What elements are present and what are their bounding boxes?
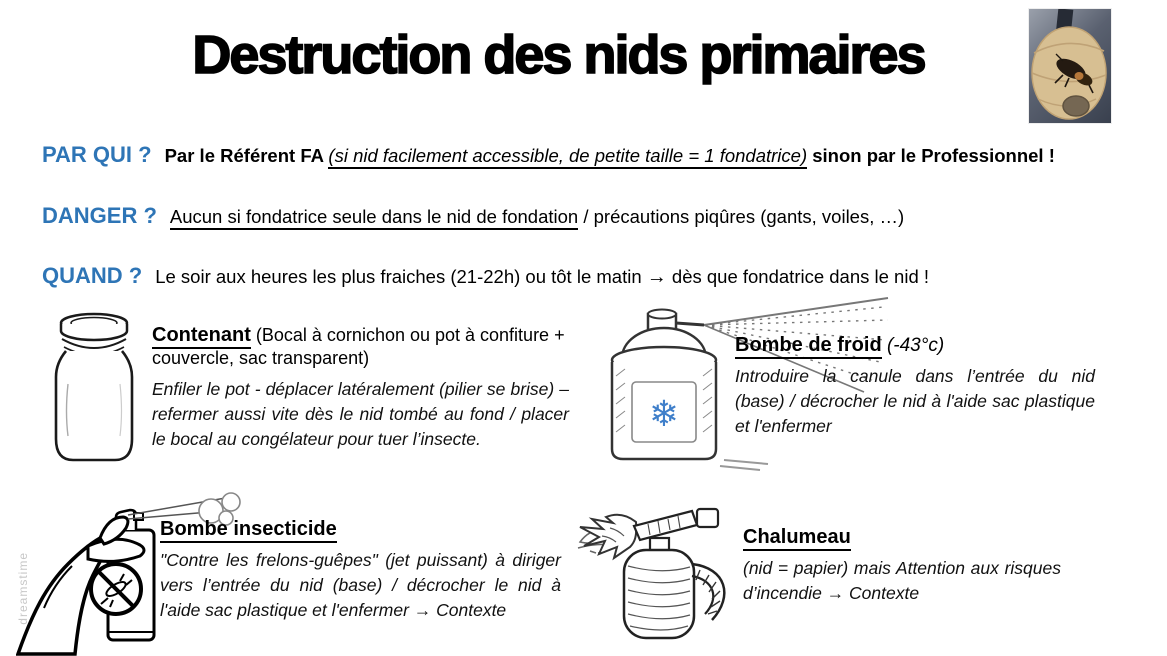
jar-icon: [46, 308, 142, 468]
qa-text: sinon par le Professionnel !: [807, 145, 1055, 166]
method-heading-text: Chalumeau: [743, 526, 851, 551]
qa-row-danger: [42, 202, 904, 231]
method-froid: [735, 334, 1095, 439]
method-heading-suffix: (Bocal à cornichon ou pot à confiture + couvercle, sac transparent): [152, 325, 565, 368]
method-contenant: [152, 324, 569, 452]
hornet-nest-image: [1029, 9, 1111, 123]
qa-label-quand: QUAND ?: [42, 263, 143, 288]
qa-text-underlined: Aucun si fondatrice seule dans le nid de fondation: [170, 206, 578, 230]
method-description: (nid = papier) mais Attention aux risques d’incendie → Contexte: [743, 558, 1061, 603]
method-heading: [743, 526, 1061, 549]
qa-label-par-qui: PAR QUI ?: [42, 142, 152, 167]
method-heading: [152, 324, 569, 370]
method-heading-text: Bombe de froid: [735, 334, 882, 359]
method-description: "Contre les frelons-guêpes" (jet puissant) à diriger vers l’entrée du nid (base) / décrocher le nid à l'aide sac plastique et l'enfermer → Contexte: [160, 550, 561, 620]
method-description: Enfiler le pot - déplacer latéralement (pilier se brise) – refermer aussi vite dès le nid tombé au fond / placer le bocal au congélateur pour tuer l’insecte.: [152, 379, 569, 449]
qa-text: Le soir aux heures les plus fraiches (21-22h) ou tôt le matin: [155, 266, 647, 287]
qa-text: dès que fondatrice dans le nid !: [666, 266, 930, 287]
qa-text: / précautions piqûres (gants, voiles, …): [578, 206, 905, 227]
nest-photo: [1028, 8, 1112, 124]
snowflake-icon: ❄: [648, 394, 680, 435]
qa-row-quand: [42, 262, 929, 291]
page-title: Destruction des nids primaires: [192, 25, 925, 85]
method-heading-text: Contenant: [152, 324, 251, 349]
method-heading-text: Bombe insecticide: [160, 518, 337, 543]
qa-row-par-qui: [42, 141, 1055, 170]
torch-icon: [572, 502, 742, 650]
arrow-icon: →: [646, 266, 667, 288]
method-insecticide: [160, 518, 561, 623]
qa-label-danger: DANGER ?: [42, 203, 157, 228]
method-heading-suffix: (-43°c): [881, 335, 945, 356]
qa-text-underlined: (si nid facilement accessible, de petite taille = 1 fondatrice): [328, 145, 807, 169]
watermark-text: dreamstime: [16, 552, 30, 625]
method-heading: [735, 334, 1095, 357]
qa-text: Par le Référent FA: [164, 145, 329, 166]
method-heading: [160, 518, 561, 541]
method-chalumeau: [743, 526, 1061, 606]
method-description: Introduire la canule dans l’entrée du nid (base) / décrocher le nid à l'aide sac plastique et l'enfermer: [735, 366, 1095, 436]
